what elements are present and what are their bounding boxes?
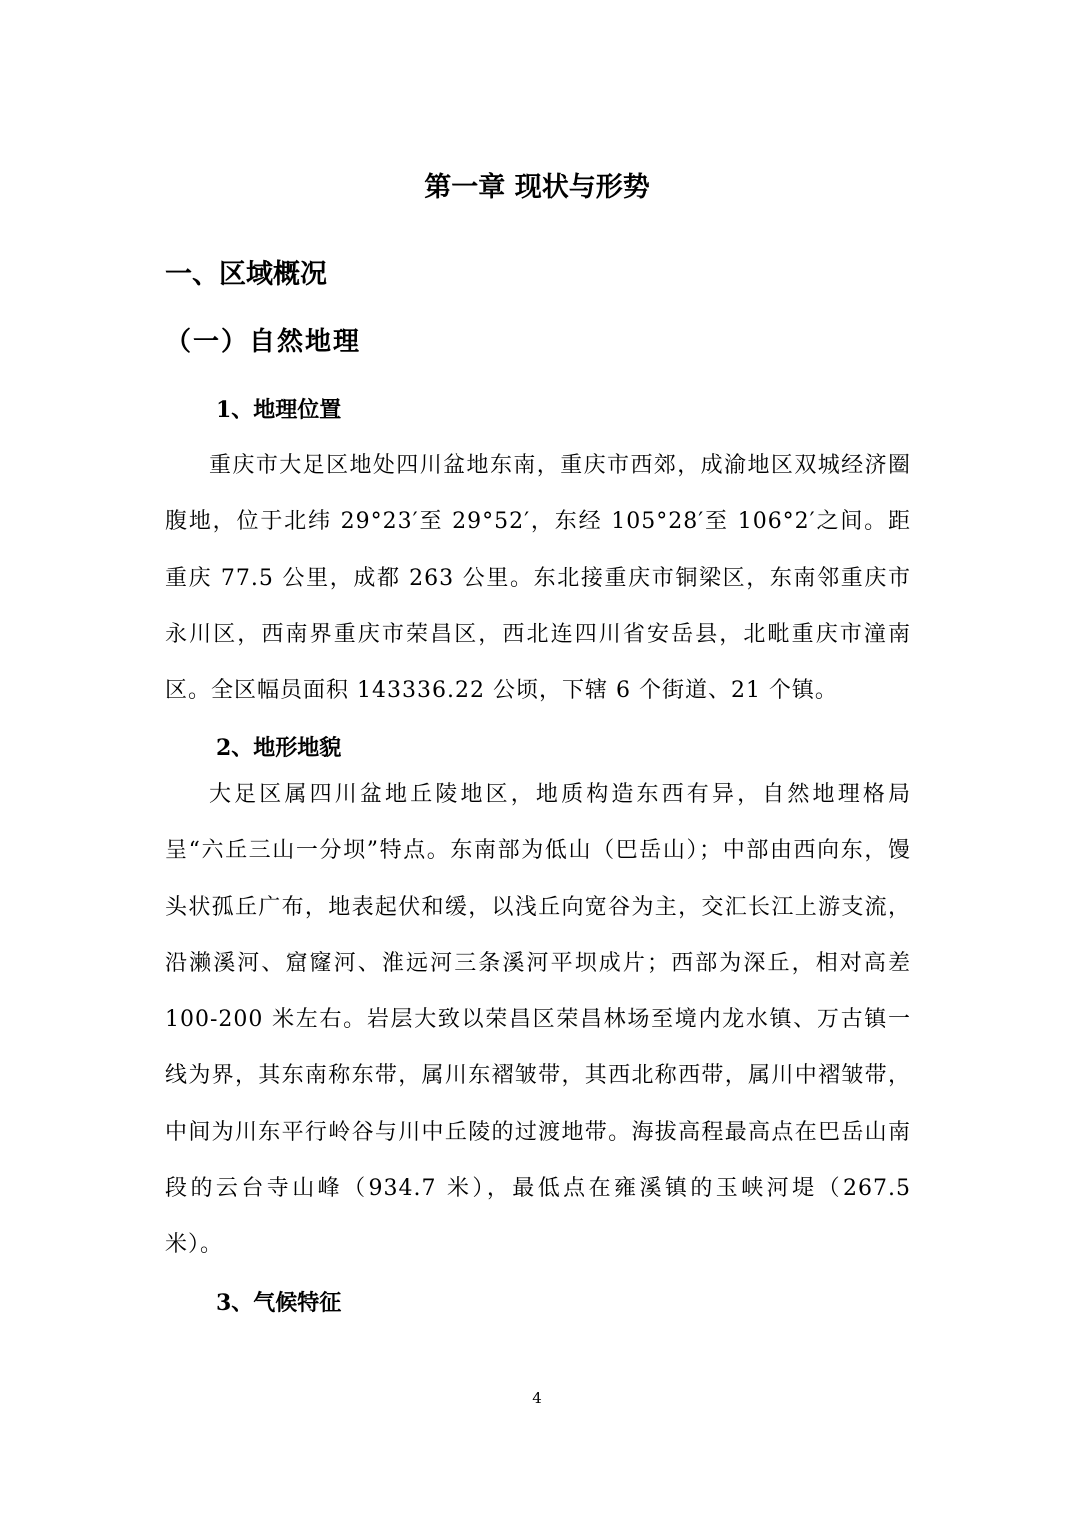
item-heading-geographic-location: 1、地理位置 — [216, 397, 342, 423]
item-heading-climate: 3、气候特征 — [216, 1290, 342, 1316]
paragraph-geographic-location: 重庆市大足区地处四川盆地东南，重庆市西郊，成渝地区双城经济圈腹地，位于北纬 29°23′至 29°52′，东经 105°28′至 106°2′之间。距重庆 77.5 公里，成都 263 公里。东北接重庆市铜梁区，东南邻重庆市永川区，西南界重庆市荣昌区，西北连四川省安岳县，北毗重庆市潼南区。全区幅员面积 143336.22 公顷，下辖 6 个街道、21 个镇。 — [165, 453, 911, 704]
subsection-heading: （一）自然地理 — [165, 327, 362, 357]
section-heading: 一、区域概况 — [165, 259, 327, 290]
item-heading-terrain: 2、地形地貌 — [216, 735, 342, 761]
page-number: 4 — [532, 1389, 542, 1407]
chapter-title: 第一章 现状与形势 — [424, 172, 650, 203]
paragraph-terrain: 大足区属四川盆地丘陵地区，地质构造东西有异，自然地理格局呈“六丘三山一分坝”特点。东南部为低山（巴岳山）；中部由西向东，馒头状孤丘广布，地表起伏和缓，以浅丘向宽谷为主，交汇长江上游支流，沿濑溪河、窟窿河、淮远河三条溪河平坝成片；西部为深丘，相对高差 100-200 米左右。岩层大致以荣昌区荣昌林场至境内龙水镇、万古镇一线为界，其东南称东带，属川东褶皱带，其西北称西带，属川中褶皱带，中间为川东平行岭谷与川中丘陵的过渡地带。海拔高程最高点在巴岳山南段的云台寺山峰（934.7 米），最低点在雍溪镇的玉峡河堤（267.5 米）。 — [165, 782, 911, 1258]
